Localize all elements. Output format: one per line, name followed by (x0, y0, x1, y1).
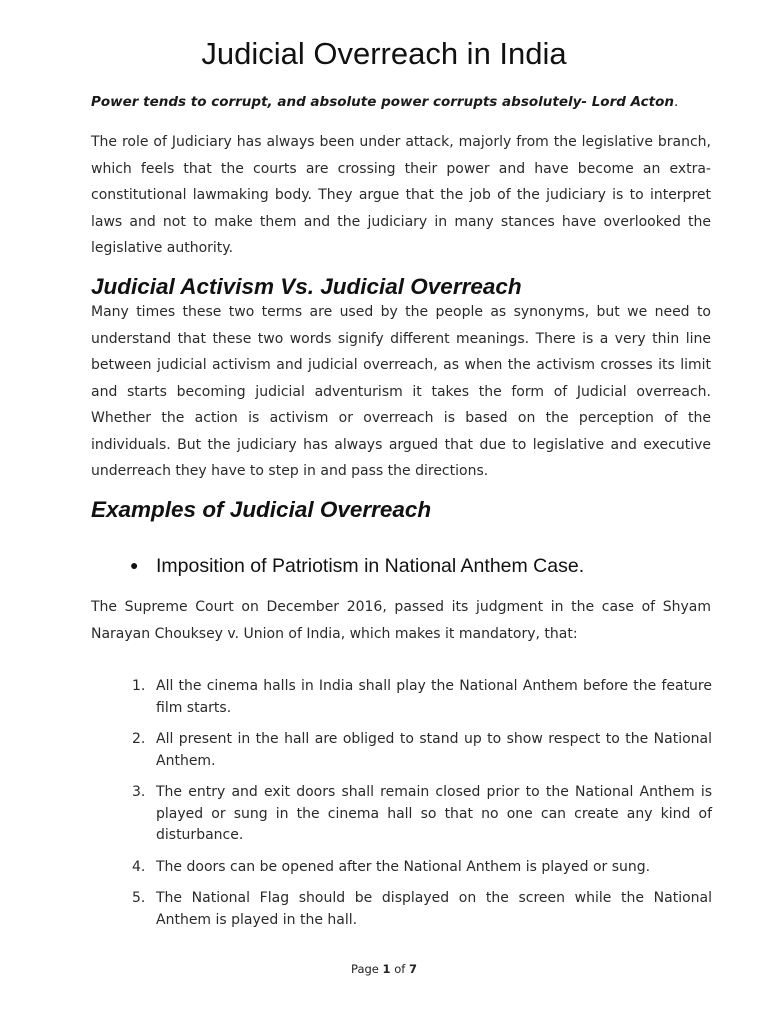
epigraph-text: Power tends to corrupt, and absolute power corrupts absolutely- Lord Acton (91, 94, 674, 110)
bullet-item-label: Imposition of Patriotism in National Anthem Case. (156, 555, 585, 577)
list-item (132, 729, 712, 772)
list-number: 4. (132, 858, 146, 875)
list-item-text: All present in the hall are obliged to stand up to show respect to the National Anthem. (156, 731, 712, 769)
section-heading-examples: Examples of Judicial Overreach (91, 497, 432, 522)
list-item-text: All the cinema halls in India shall play the National Anthem before the feature film starts. (156, 678, 712, 716)
list-number: 2. (132, 731, 146, 747)
page-label: Page (351, 962, 379, 976)
document-title: Judicial Overreach in India (201, 36, 567, 71)
epigraph-quote (91, 94, 711, 110)
list-item (132, 857, 712, 879)
list-number: 1. (132, 678, 146, 694)
judgment-paragraph: The Supreme Court on December 2016, passed its judgment in the case of Shyam Narayan Chouksey v. Union of India, which makes it mandatory, that: (91, 599, 711, 642)
list-item (132, 888, 712, 931)
bullet-dot-icon: ● (130, 557, 139, 573)
list-item-text: The entry and exit doors shall remain closed prior to the National Anthem is played or sung in the cinema hall so that no one can create any kind of disturbance. (156, 784, 712, 843)
epigraph-period: . (673, 94, 679, 110)
total-pages: 7 (408, 962, 417, 976)
activism-paragraph: Many times these two terms are used by the people as synonyms, but we need to understand that these two words signify different meanings. There is a very thin line between judicial activism and judicial overreach, as when the activism crosses its limit and starts becoming judicial adventurism it takes the form of Judicial overreach. Whether the action is activism or overreach is based on the perception of the individuals. But the judiciary has always argued that due to legislative and executive underreach they have to step in and pass the directions. (91, 304, 711, 479)
list-item-text: The doors can be opened after the National Anthem is played or sung. (156, 858, 651, 875)
bullet-item-national-anthem (130, 555, 584, 578)
list-item (132, 782, 712, 847)
list-number: 3. (132, 784, 146, 800)
intro-paragraph: The role of Judiciary has always been under attack, majorly from the legislative branch, which feels that the courts are crossing their power and have become an extra-constitutional lawmaking body. They argue that the job of the judiciary is to interpret laws and not to make them and the judiciary in many stances have overlooked the legislative authority. (91, 134, 711, 256)
section-heading-activism-vs-overreach: Judicial Activism Vs. Judicial Overreach (91, 274, 522, 299)
page-number-footer (0, 962, 768, 976)
current-page: 1 (382, 962, 391, 976)
list-number: 5. (132, 890, 146, 906)
of-label: of (394, 962, 406, 976)
directions-list (132, 676, 712, 931)
list-item-text: The National Flag should be displayed on the screen while the National Anthem is played in the hall. (156, 890, 712, 928)
list-item (132, 676, 712, 719)
